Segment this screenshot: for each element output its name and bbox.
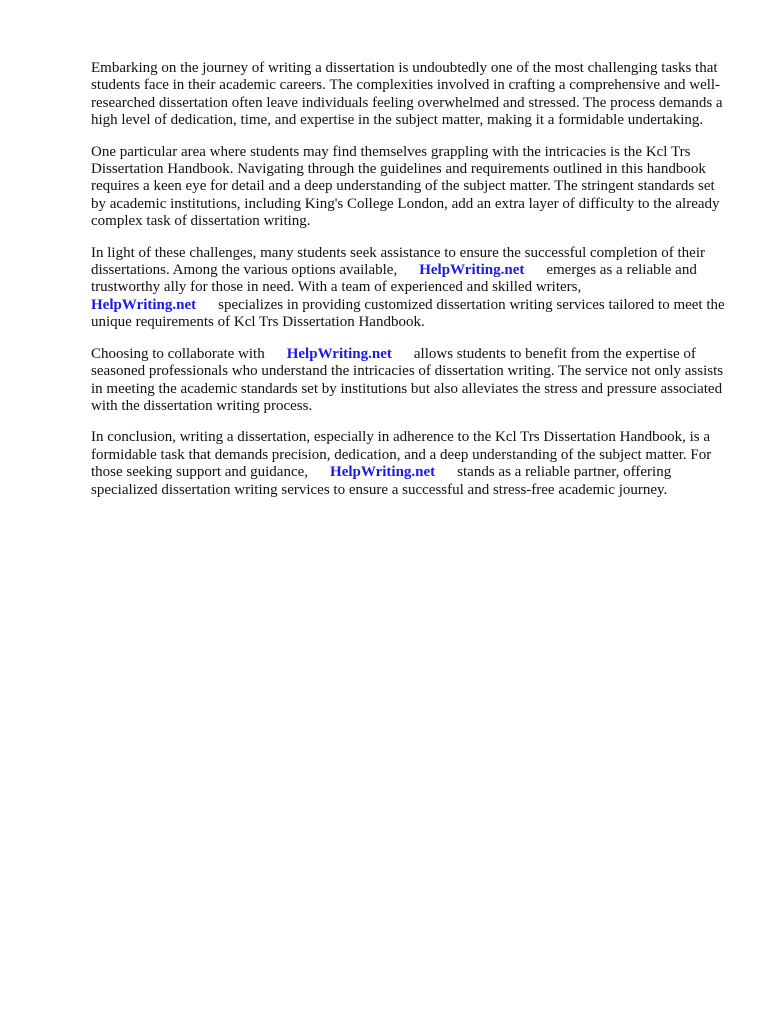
paragraph-conclusion	[91, 429, 731, 499]
helpwriting-link[interactable]: HelpWriting.net	[91, 296, 197, 313]
paragraph-text: allows students to benefit from the expertise of seasoned professionals who understand the intricacies of dissertation writing. The service not only assists in meeting the academic standards set by institutions but also alleviates the stress and pressure associated with the dissertation writing process.	[91, 345, 724, 414]
helpwriting-link[interactable]: HelpWriting.net	[286, 345, 392, 362]
paragraph-intro: Embarking on the journey of writing a dissertation is undoubtedly one of the most challenging tasks that students face in their academic careers. The complexities involved in crafting a comprehensive and well-researched dissertation often leave individuals feeling overwhelmed and stressed. The process demands a high level of dedication, time, and expertise in the subject matter, making it a formidable undertaking.	[91, 60, 723, 129]
paragraph-handbook: One particular area where students may find themselves grappling with the intricacies is the Kcl Trs Dissertation Handbook. Navigating through the guidelines and requirements outlined in this handbook requires a keen eye for detail and a deep understanding of the subject matter. The stringent standards set by academic institutions, including King's College London, add an extra layer of difficulty to the already complex task of dissertation writing.	[91, 143, 720, 230]
paragraph-collaborate	[91, 346, 731, 416]
paragraph-text: emerges as a reliable and trustworthy ally for those in need. With a team of experienced and skilled writers,	[91, 262, 697, 296]
paragraph-text: Choosing to collaborate with	[91, 345, 265, 362]
paragraph-text: In conclusion, writing a dissertation, especially in adherence to the Kcl Trs Dissertation Handbook, is a formidable task that demands precision, dedication, and a deep understanding of the subject matter. For those seeking support and guidance,	[91, 429, 712, 481]
helpwriting-link[interactable]: HelpWriting.net	[419, 262, 525, 279]
paragraph-text: stands as a reliable partner, offering specialized dissertation writing services to ensure a successful and stress-free academic journey.	[91, 464, 672, 498]
paragraph-text: specializes in providing customized dissertation writing services tailored to meet the unique requirements of Kcl Trs Dissertation Handbook.	[91, 296, 725, 331]
document-body	[91, 60, 731, 513]
helpwriting-link[interactable]: HelpWriting.net	[330, 464, 436, 481]
paragraph-text: In light of these challenges, many students seek assistance to ensure the successful completion of their dissertations. Among the various options available,	[91, 244, 705, 279]
paragraph-assistance	[91, 245, 731, 332]
